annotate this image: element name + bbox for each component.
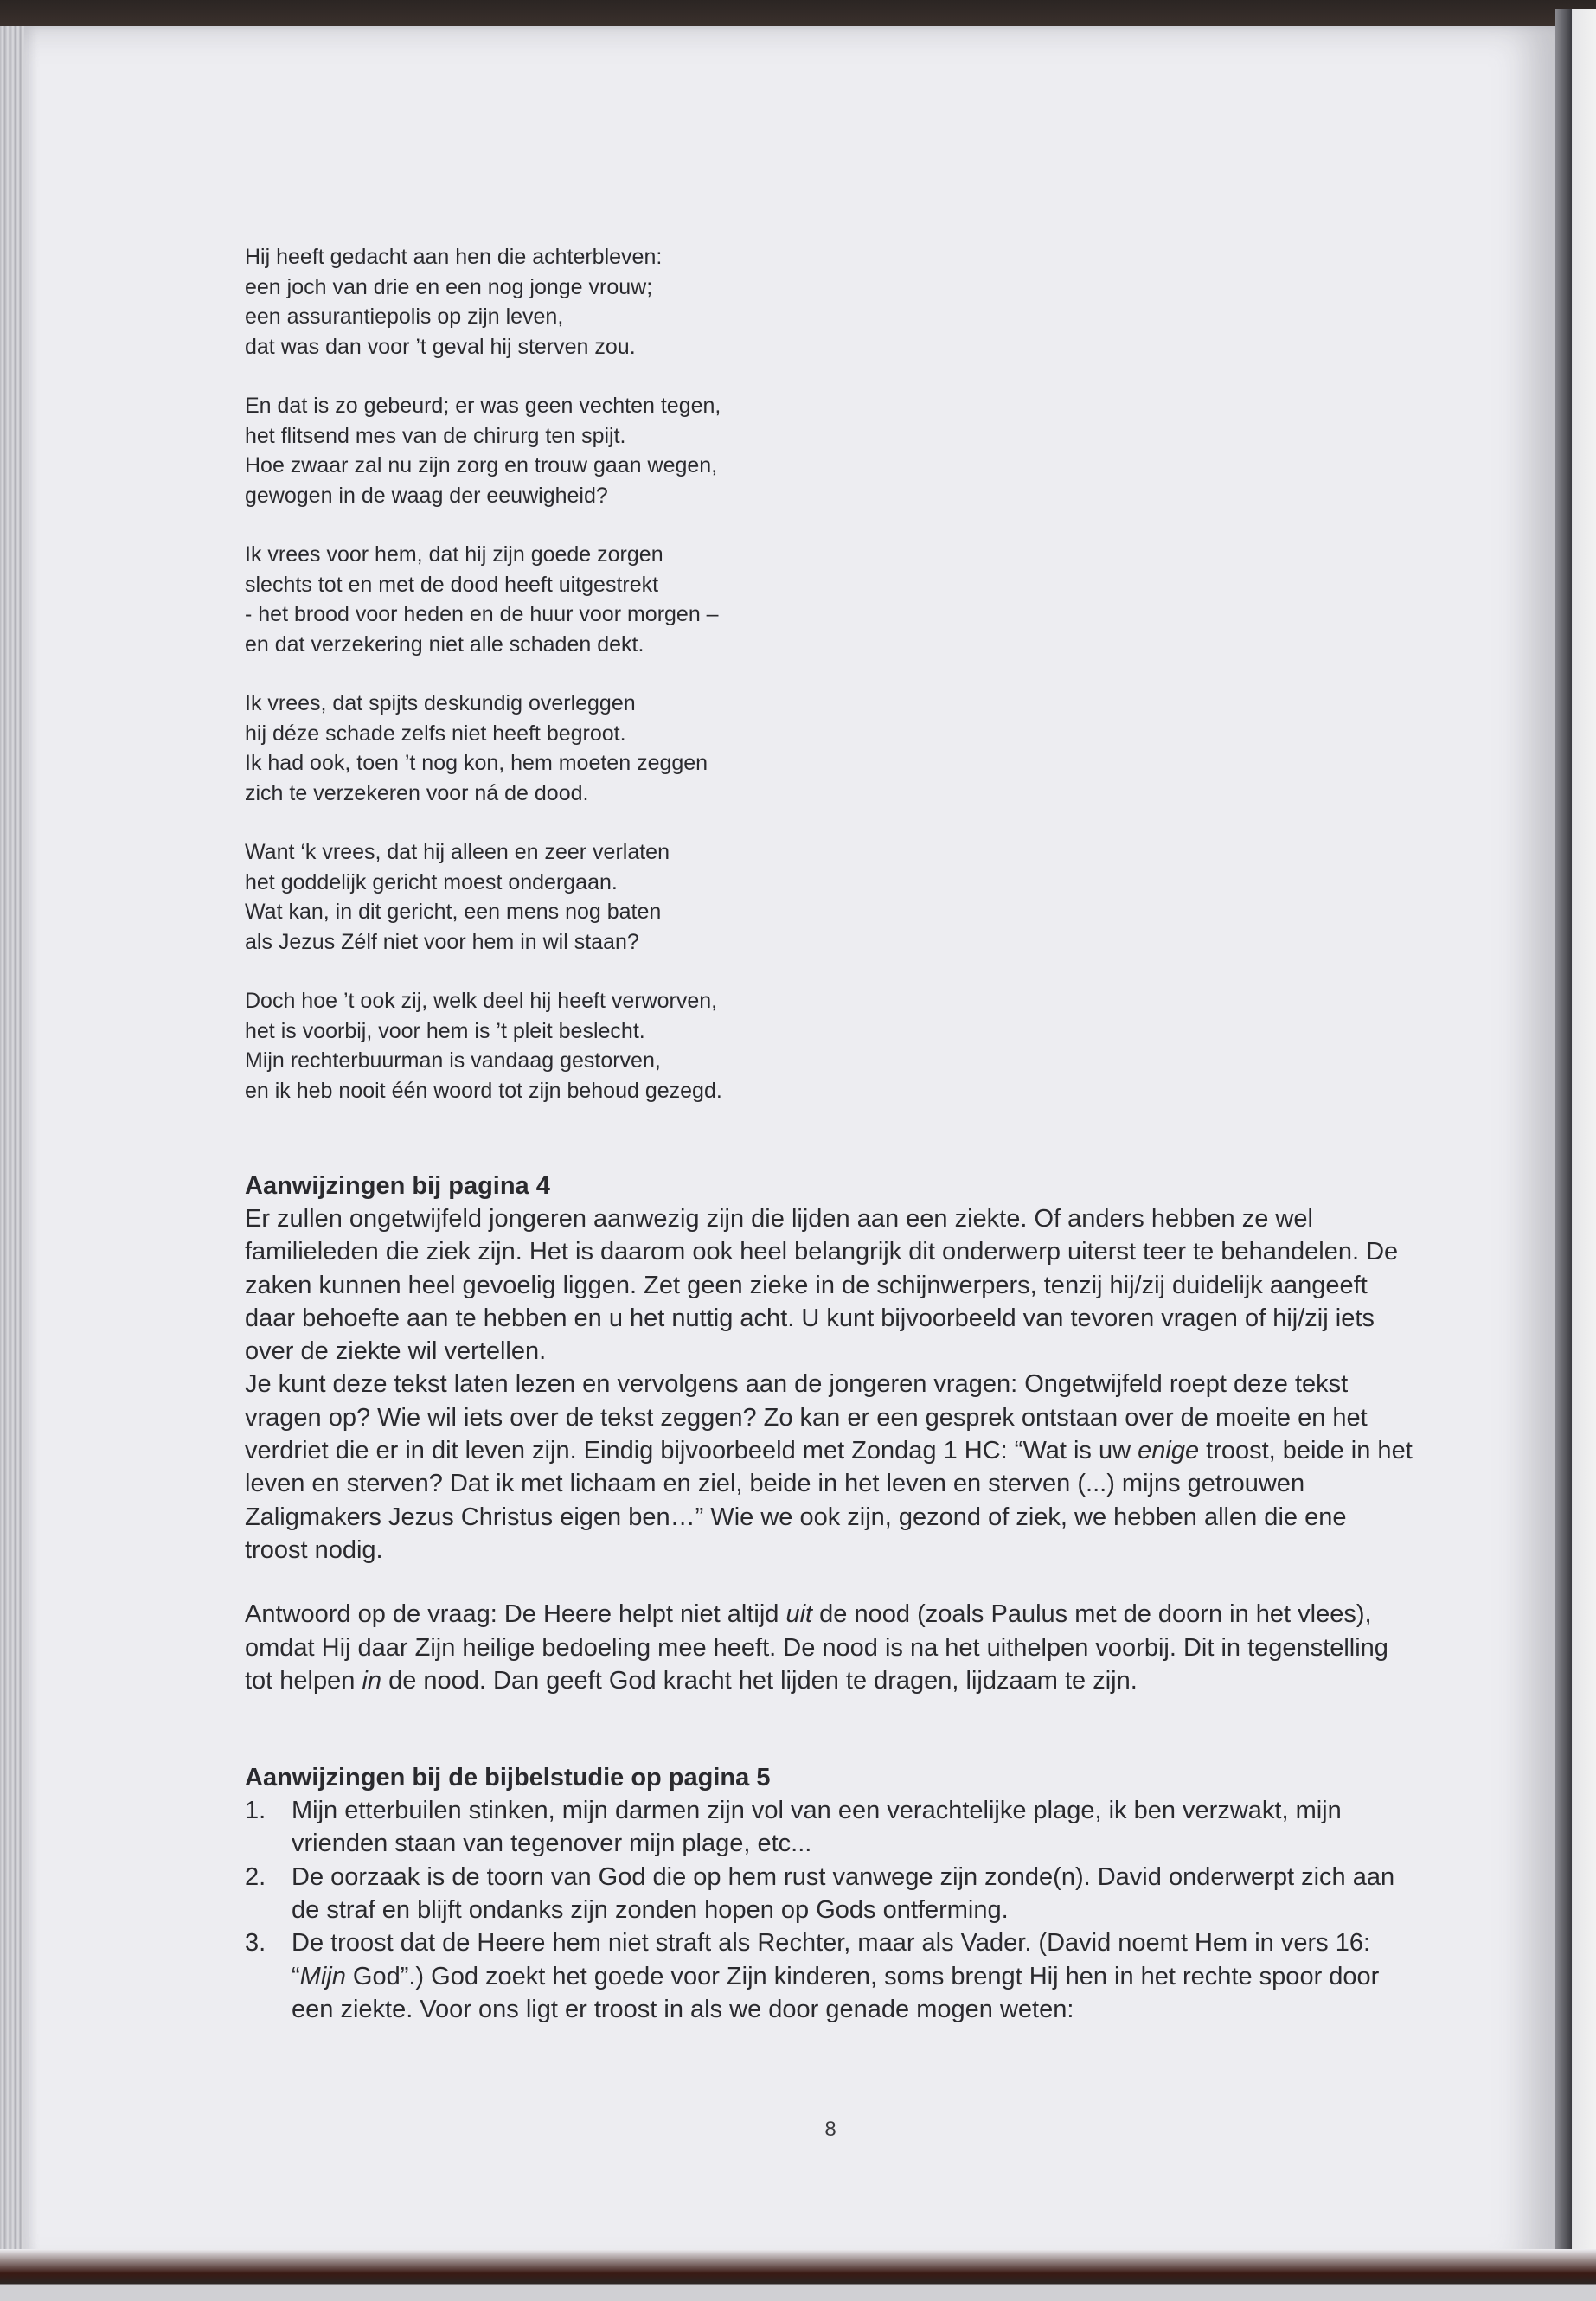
- poem-line: een assurantiepolis op zijn leven,: [245, 304, 564, 329]
- paragraph-text: troost, beide in het leven en sterven? Dat ik met lichaam en ziel, beide in het leven en sterven (...) mijns getrouwen Zaligmakers Jezus Christus eigen ben…” Wie we ook zijn, gezond of ziek, we hebben allen die ene troost nodig.: [245, 1437, 1413, 1564]
- list-text-part: De troost dat de Heere hem niet straft als Rechter, maar als Vader. (David noemt Hem in vers 16: “: [292, 1929, 1371, 1990]
- page-number: 8: [824, 2118, 836, 2141]
- page-content: [245, 242, 1413, 2026]
- poem-stanza-2: [245, 391, 1413, 510]
- paragraph-discussion: [245, 1368, 1413, 1567]
- poem-line: het is voorbij, voor hem is ’t pleit beslecht.: [245, 1018, 645, 1043]
- poem-line: Hoe zwaar zal nu zijn zorg en trouw gaan wegen,: [245, 453, 718, 478]
- emphasis-text: in: [362, 1666, 382, 1695]
- paragraph-text: de nood (zoals Paulus met de doorn in het vlees), omdat Hij daar Zijn heilige bedoeling mee heeft. De nood is na het uithelpen voorbij. Dit in tegenstelling tot helpen: [245, 1600, 1388, 1695]
- poem-line: het goddelijk gericht moest ondergaan.: [245, 869, 618, 894]
- poem-line: en ik heb nooit één woord tot zijn behoud gezegd.: [245, 1078, 722, 1103]
- paragraph-answer: [245, 1598, 1413, 1697]
- poem-line: En dat is zo gebeurd; er was geen vechten tegen,: [245, 394, 721, 418]
- poem-stanza-6: [245, 986, 1413, 1106]
- list-number: 1.: [245, 1797, 266, 1825]
- book-bottom-edge: [0, 2249, 1596, 2301]
- list-item: [245, 1794, 1413, 1861]
- poem-line: en dat verzekering niet alle schaden dekt.: [245, 631, 644, 657]
- list-text: Mijn etterbuilen stinken, mijn darmen zijn vol van een verachtelijke plage, ik ben verzwakt, mijn vrienden staan van tegenover mijn plage, etc...: [292, 1797, 1342, 1858]
- section-title-bible-study: Aanwijzingen bij de bijbelstudie op pagina 5: [245, 1764, 771, 1792]
- list-item: [245, 1926, 1413, 2026]
- poem-line: zich te verzekeren voor ná de dood.: [245, 780, 589, 805]
- emphasis-text: enige: [1138, 1437, 1200, 1465]
- list-number: 2.: [245, 1862, 266, 1891]
- list-text: De oorzaak is de toorn van God die op hem rust vanwege zijn zonde(n). David onderwerpt zich aan de straf en blijft ondanks zijn zonden hopen op Gods ontferming.: [292, 1862, 1395, 1925]
- book-binding-right: [1555, 9, 1596, 2292]
- numbered-list: [245, 1794, 1413, 2026]
- poem-line: gewogen in de waag der eeuwigheid?: [245, 483, 608, 508]
- poem-line: Want ‘k vrees, dat hij alleen en zeer verlaten: [245, 840, 670, 864]
- poem-stanza-1: [245, 242, 1413, 362]
- poem-line: Ik had ook, toen ’t nog kon, hem moeten zeggen: [245, 751, 708, 775]
- poem-line: dat was dan voor ’t geval hij sterven zou.: [245, 334, 636, 359]
- poem-line: een joch van drie en een nog jonge vrouw;: [245, 274, 653, 299]
- paragraph-text: Je kunt deze tekst laten lezen en vervolgens aan de jongeren vragen: Ongetwijfeld roept deze tekst vragen op? Wie wil iets over de tekst zeggen? Zo kan er een gesprek ontstaan over de moeite en het verdriet die er in dit leven zijn. Eindig bijvoorbeeld met Zondag 1 HC: “Wat is uw: [245, 1370, 1368, 1465]
- poem-line: het flitsend mes van de chirurg ten spijt.: [245, 423, 626, 448]
- poem-line: Wat kan, in dit gericht, een mens nog baten: [245, 900, 662, 924]
- poem-line: als Jezus Zélf niet voor hem in wil staan?: [245, 929, 639, 954]
- book-binding-left: [0, 26, 26, 2275]
- paragraph-intro: Er zullen ongetwijfeld jongeren aanwezig zijn die lijden aan een ziekte. Of anders hebben ze wel familieleden die ziek zijn. Het is daarom ook heel belangrijk dit onderwerp uiterst teer te behandelen. De zaken kunnen heel gevoelig liggen. Zet geen zieke in de schijnwerpers, tenzij hij/zij duidelijk aangeeft daar behoefte aan te hebben en u het nuttig acht. U kunt bijvoorbeeld van tevoren vragen of hij/zij iets over de ziekte wil vertellen.: [245, 1205, 1399, 1366]
- poem-line: Doch hoe ’t ook zij, welk deel hij heeft verworven,: [245, 989, 718, 1013]
- section-title-page-4: Aanwijzingen bij pagina 4: [245, 1172, 550, 1200]
- list-number: 3.: [245, 1929, 266, 1958]
- paragraph-text: de nood. Dan geeft God kracht het lijden te dragen, lijdzaam te zijn.: [381, 1666, 1138, 1695]
- poem-line: slechts tot en met de dood heeft uitgestrekt: [245, 572, 659, 597]
- list-text: [292, 1926, 1413, 2026]
- poem-stanza-4: [245, 689, 1413, 808]
- list-item: [245, 1861, 1413, 1927]
- poem-line: Ik vrees, dat spijts deskundig overleggen: [245, 691, 636, 715]
- poem-line: Mijn rechterbuurman is vandaag gestorven,: [245, 1048, 661, 1073]
- paragraph-text: Antwoord op de vraag: De Heere helpt niet altijd: [245, 1600, 786, 1629]
- poem-line: Ik vrees voor hem, dat hij zijn goede zorgen: [245, 542, 663, 567]
- emphasis-text: uit: [785, 1600, 813, 1629]
- list-text-part: God”.) God zoekt het goede voor Zijn kinderen, soms brengt Hij hen in het rechte spoor door een ziekte. Voor ons ligt er troost in als we door genade mogen weten:: [292, 1962, 1380, 2023]
- poem-line: Hij heeft gedacht aan hen die achterbleven:: [245, 245, 663, 269]
- poem: [245, 242, 1413, 1106]
- poem-stanza-3: [245, 540, 1413, 659]
- poem-stanza-5: [245, 837, 1413, 957]
- poem-line: - het brood voor heden en de huur voor morgen –: [245, 602, 719, 626]
- emphasis-text: Mijn: [299, 1962, 346, 1990]
- poem-line: hij déze schade zelfs niet heeft begroot.: [245, 721, 626, 746]
